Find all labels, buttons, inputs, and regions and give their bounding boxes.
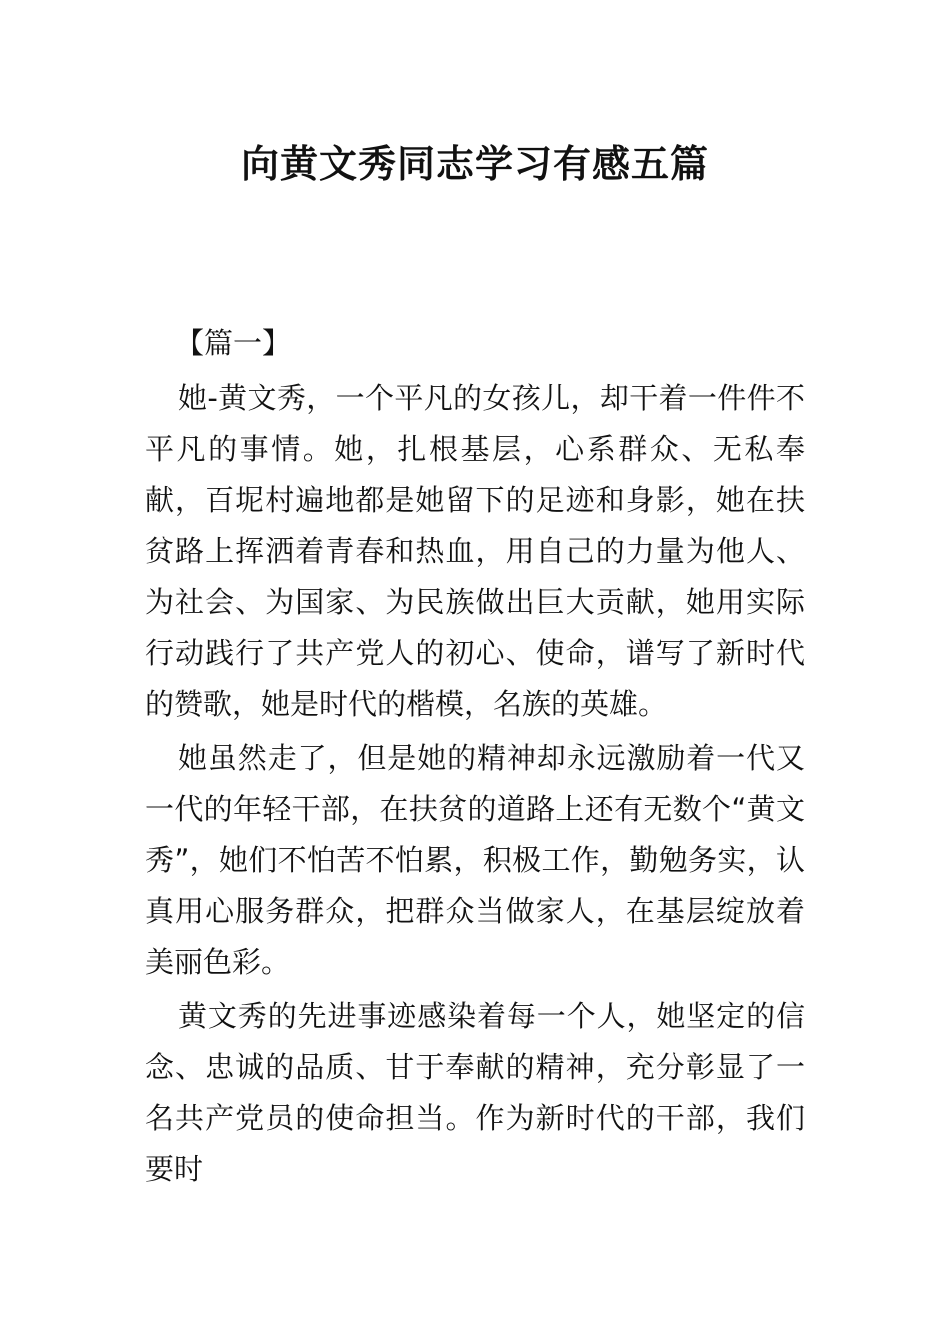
document-body [145,318,805,1198]
paragraph-2: 她虽然走了，但是她的精神却永远激励着一代又一代的年轻干部，在扶贫的道路上还有无数个“黄文秀”，她们不怕苦不怕累，积极工作，勤勉务实，认真用心服务群众，把群众当做家人，在基层绽放着美丽色彩。 [145,741,805,979]
paragraph-3: 黄文秀的先进事迹感染着每一个人，她坚定的信念、忠诚的品质、甘于奉献的精神，充分彰显了一名共产党员的使命担当。作为新时代的干部，我们要时 [145,999,805,1186]
section-heading: 【篇一】 [175,326,292,360]
paragraph-1: 她-黄文秀，一个平凡的女孩儿，却干着一件件不平凡的事情。她，扎根基层，心系群众、无私奉献，百坭村遍地都是她留下的足迹和身影，她在扶贫路上挥洒着青春和热血，用自己的力量为他人、为社会、为国家、为民族做出巨大贡献，她用实际行动践行了共产党人的初心、使命，谱写了新时代的赞歌，她是时代的楷模，名族的英雄。 [145,381,805,721]
document-title: 向黄文秀同志学习有感五篇 [240,142,709,186]
